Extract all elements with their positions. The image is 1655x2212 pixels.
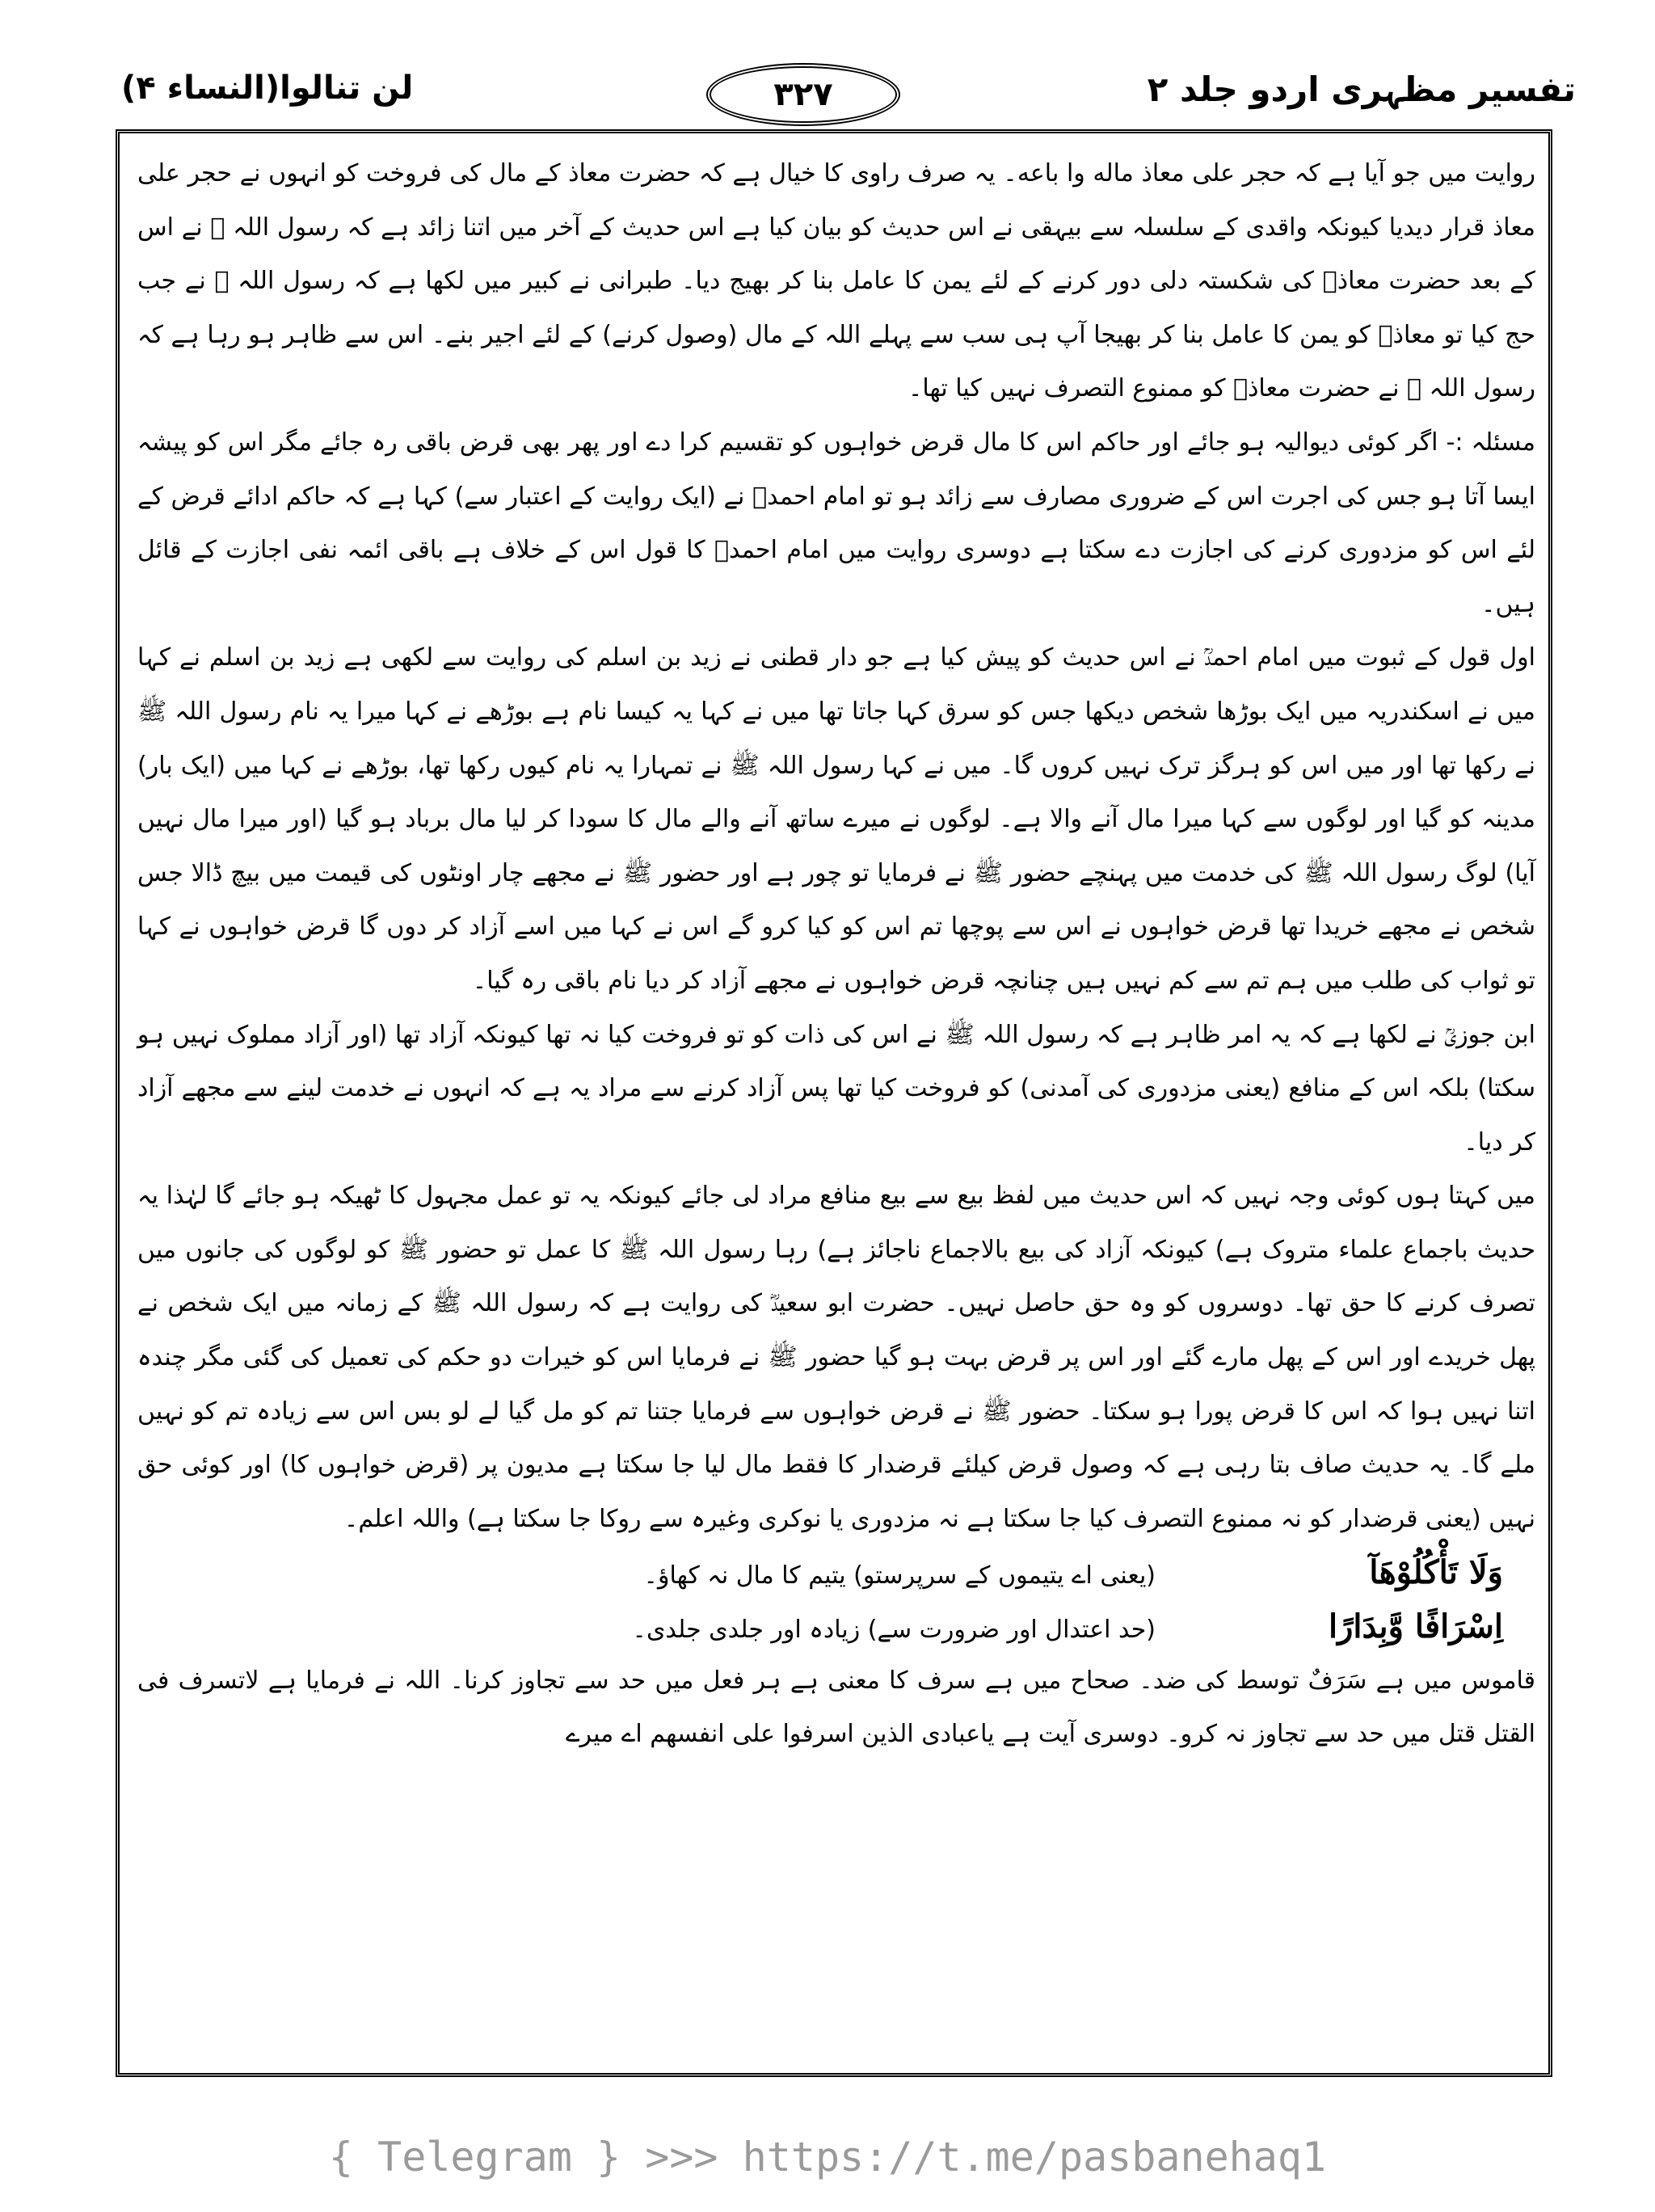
section-title: لن تنالوا(النساء ۴) xyxy=(121,70,414,107)
telegram-link[interactable]: { Telegram } >>> https://t.me/pasbanehaq1 xyxy=(328,2134,1327,2180)
verse-translation: (حد اعتدال اور ضرورت سے) زیادہ اور جلدی جلدی۔ xyxy=(632,1616,1156,1645)
verse-translation: (یعنی اے یتیموں کے سرپرستو) یتیم کا مال نہ کھاؤ۔ xyxy=(643,1561,1156,1591)
paragraph: اول قول کے ثبوت میں امام احمدؒ نے اس حدیث کو پیش کیا ہے جو دار قطنی نے زید بن اسلم کی روایت سے لکھی ہے زید بن اسلم نے کہا میں نے اسکندریہ میں ایک بوڑھا شخص دیکھا جس کو سرق کہا جاتا تھا میں نے کہا یہ کیسا نام ہے بوڑھے نے کہا میرا یہ نام رسول اللہ ﷺ نے رکھا تھا اور میں اس کو ہرگز ترک نہیں کروں گا۔ میں نے کہا رسول اللہ ﷺ نے تمہارا یہ نام کیوں رکھا تھا، بوڑھے نے کہا میں (ایک بار) مدینہ کو گیا اور لوگوں سے کہا میرا مال آنے والا ہے۔ لوگوں نے میرے ساتھ آنے والے مال کا سودا کر لیا مال برباد ہو گیا (اور میرا مال نہیں آیا) لوگ رسول اللہ ﷺ کی خدمت میں پہنچے حضور ﷺ نے فرمایا تو چور ہے اور حضور ﷺ نے مجھے چار اونٹوں کی قیمت میں بیچ ڈالا جس شخص نے مجھے خریدا تھا قرض خواہوں نے اس سے پوچھا تم اس کو کیا کرو گے اس نے کہا میں اسے آزاد کر دوں گا قرض خواہوں نے کہا تو ثواب کی طلب میں ہم تم سے کم نہیں ہیں چنانچہ قرض خواہوں نے مجھے آزاد کر دیا نام باقی رہ گیا۔ xyxy=(137,643,1535,995)
book-title: تفسیر مظہری اردو جلد ۲ xyxy=(1147,70,1576,109)
paragraph: ابن جوزیؒ نے لکھا ہے کہ یہ امر ظاہر ہے کہ رسول اللہ ﷺ نے اس کی ذات کو تو فروخت کیا نہ تھا کیونکہ آزاد تھا (اور آزاد مملوک نہیں ہو سکتا) بلکہ اس کے منافع (یعنی مزدوری کی آمدنی) کو فروخت کیا تھا پس آزاد کرنے سے مراد یہ ہے کہ انہوں نے خدمت لینے سے مجھے آزاد کر دیا۔ xyxy=(137,1020,1535,1157)
paragraph: روایت میں جو آیا ہے کہ حجر علی معاذ ماله وا باعه۔ یہ صرف راوی کا خیال ہے کہ حضرت معاذ کے مال کی فروخت کو انہوں نے حجر علی معاذ قرار دیدیا کیونکہ واقدی کے سلسلہ سے بیہقی نے اس حدیث کو بیان کیا ہے اس حدیث کے آخر میں اتنا زائد ہے کہ رسول اللہ ﷺ نے اس کے بعد حضرت معاذؓ کی شکستہ دلی دور کرنے کے لئے یمن کا عامل بنا کر بھیج دیا۔ طبرانی نے کبیر میں لکھا ہے کہ رسول اللہ ﷺ نے جب حج کیا تو معاذؓ کو یمن کا عامل بنا کر بھیجا آپ ہی سب سے پہلے اللہ کے مال (وصول کرنے) کے لئے اجیر بنے۔ اس سے ظاہر ہو رہا ہے کہ رسول اللہ ﷺ نے حضرت معاذؓ کو ممنوع التصرف نہیں کیا تھا۔ xyxy=(137,159,1535,403)
verse-line xyxy=(137,1546,1535,1600)
verse-line xyxy=(137,1600,1535,1654)
quran-phrase: اِسْرَافًا وَّبِدَارًا xyxy=(1328,1607,1503,1646)
paragraph: میں کہتا ہوں کوئی وجہ نہیں کہ اس حدیث میں لفظ بیع سے بیع منافع مراد لی جائے کیونکہ یہ تو عمل مجہول کا ٹھیکہ ہو جائے گا لہٰذا یہ حدیث باجماع علماء متروک ہے) کیونکہ آزاد کی بیع بالاجماع ناجائز ہے) رہا رسول اللہ ﷺ کا عمل تو حضور ﷺ کو لوگوں کی جانوں میں تصرف کرنے کا حق تھا۔ دوسروں کو وہ حق حاصل نہیں۔ حضرت ابو سعیدؓ کی روایت ہے کہ رسول اللہ ﷺ کے زمانہ میں ایک شخص نے پھل خریدے اور اس کے پھل مارے گئے اور اس پر قرض بہت ہو گیا حضور ﷺ نے فرمایا اس کو خیرات دو حکم کی تعمیل کی گئی مگر چندہ اتنا نہیں ہوا کہ اس کا قرض پورا ہو سکتا۔ حضور ﷺ نے قرض خواہوں سے فرمایا جتنا تم کو مل گیا لے لو بس اس سے زیادہ تم کو نہیں ملے گا۔ یہ حدیث صاف بتا رہی ہے کہ وصول قرض کیلئے قرضدار کا فقط مال لیا جا سکتا ہے مدیون پر (قرض خواہوں کا) اور کوئی حق نہیں (یعنی قرضدار کو نہ ممنوع التصرف کیا جا سکتا ہے نہ مزدوری یا نوکری وغیرہ سے روکا جا سکتا ہے) واللہ اعلم۔ xyxy=(137,1182,1536,1533)
page-number: ۳۲۷ xyxy=(706,63,900,126)
paragraph: مسئلہ :- اگر کوئی دیوالیہ ہو جائے اور حاکم اس کا مال قرض خواہوں کو تقسیم کرا دے اور پھر بھی قرض باقی رہ جائے مگر اس کو پیشہ ایسا آتا ہو جس کی اجرت اس کے ضروری مصارف سے زائد ہو تو امام احمدؒ نے (ایک روایت کے اعتبار سے) کہا ہے کہ حاکم ادائے قرض کے لئے اس کو مزدوری کرنے کی اجازت دے سکتا ہے دوسری روایت میں امام احمدؒ کا قول اس کے خلاف ہے باقی ائمہ نفی اجازت کے قائل ہیں۔ xyxy=(137,428,1535,618)
page-header xyxy=(121,63,1655,136)
page-body xyxy=(137,147,1535,1762)
paragraph: قاموس میں ہے سَرَفٌ توسط کی ضد۔ صحاح میں ہے سرف کا معنی ہے ہر فعل میں حد سے تجاوز کرنا۔ اللہ نے فرمایا ہے لاتسرف فی القتل قتل میں حد سے تجاوز نہ کرو۔ دوسری آیت ہے یاعبادی الذین اسرفوا علی انفسھم اے میرے xyxy=(137,1666,1535,1749)
quran-phrase: وَلَا تَأْكُلُوْهَآ xyxy=(1369,1553,1503,1592)
